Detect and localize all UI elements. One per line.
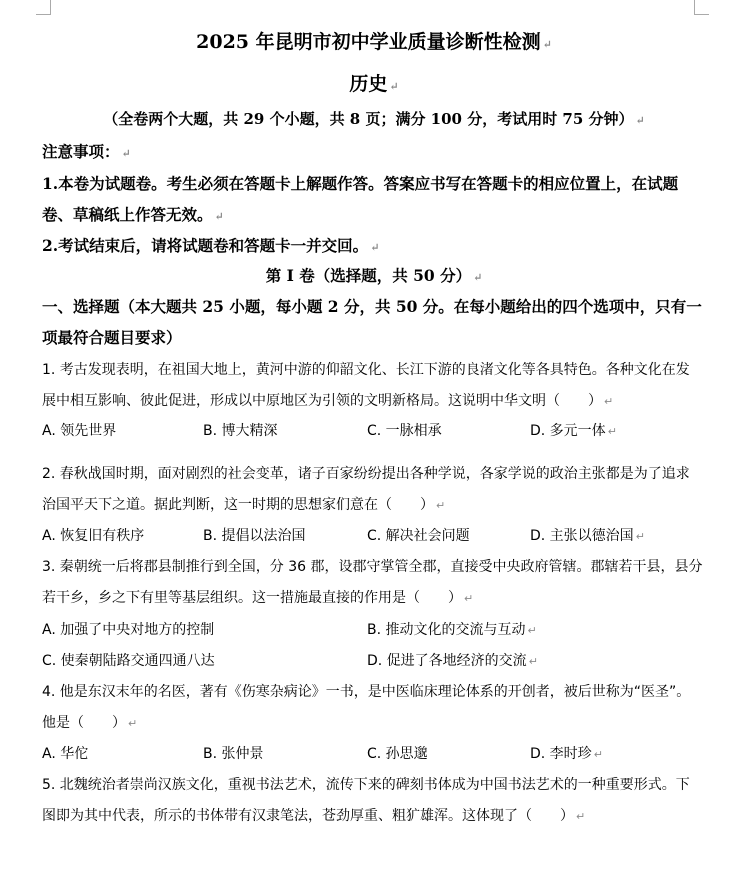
notice-item-1-text-cont: 卷、草稿纸上作答无效。 [42, 205, 213, 224]
question-3-text-cont: 若干乡，乡之下有里等基层组织。这一措施最直接的作用是（ ） [42, 590, 462, 606]
exam-title-text: 2025 年昆明市初中学业质量诊断性检测 [196, 31, 541, 53]
question-3-line-1 [42, 556, 706, 576]
question-1-option-a: A. 领先世界 [42, 423, 117, 439]
question-1-text-cont: 展中相互影响、彼此促进，形成以中原地区为引领的文明新格局。这说明中华文明（ ） [42, 393, 602, 409]
question-3-line-2 [42, 587, 706, 607]
question-1-line-2 [42, 390, 706, 410]
section-heading-text-cont: 项最符合题目要求） [42, 328, 182, 347]
section-heading-line-2 [42, 326, 706, 348]
question-2-text: 2. 春秋战国时期，面对剧烈的社会变革，诸子百家纷纷提出各种学说，各家学说的政治主张都是为了追求 [42, 466, 690, 482]
exam-info [0, 108, 748, 129]
question-3-option-c: C. 使秦朝陆路交通四通八达 [42, 653, 215, 669]
notice-item-1-text: 1.本卷为试题卷。考生必须在答题卡上解题作答。答案应书写在答题卡的相应位置上，在试题 [42, 174, 679, 193]
question-1-option-d [530, 420, 617, 440]
question-1-line-1 [42, 359, 706, 379]
question-1-text: 1. 考古发现表明，在祖国大地上，黄河中游的仰韶文化、长江下游的良渚文化等各具特色。各种文化在发 [42, 362, 690, 378]
notice-item-2-text: 2.考试结束后，请将试题卷和答题卡一并交回。 [42, 236, 369, 255]
notice-item-1-line-2 [42, 203, 706, 225]
paragraph-mark: ↵ [576, 810, 586, 823]
question-2-option-a: A. 恢复旧有秩序 [42, 528, 145, 544]
notice-heading-text: 注意事项： [42, 142, 120, 161]
question-1-option-d-text: D. 多元一体 [530, 423, 606, 439]
exam-info-text: （全卷两个大题，共 29 个小题，共 8 页；满分 100 分，考试用时 75 分钟） [103, 110, 634, 128]
paragraph-mark: ↵ [464, 592, 474, 605]
crop-mark-right [694, 0, 709, 15]
paragraph-mark: ↵ [370, 241, 380, 254]
question-4-option-d [530, 743, 603, 763]
question-4-line-2 [42, 712, 706, 732]
question-3-option-b-text: B. 推动文化的交流与互动 [367, 622, 526, 638]
question-3-option-b [367, 619, 537, 639]
paragraph-mark: ↵ [635, 530, 645, 543]
part-1-title-text: 第 Ⅰ 卷（选择题，共 50 分） [265, 266, 472, 285]
question-4-line-1 [42, 681, 706, 701]
question-3-option-d [367, 650, 538, 670]
question-1-option-b: B. 博大精深 [203, 423, 278, 439]
notice-item-2 [42, 234, 706, 256]
question-5-text-cont: 图即为其中代表，所示的书体带有汉隶笔法，苍劲厚重、粗犷雄浑。这体现了（ ） [42, 808, 574, 824]
part-1-title [0, 264, 748, 286]
subject-title [0, 69, 748, 96]
paragraph-mark: ↵ [604, 395, 614, 408]
section-heading-line-1 [42, 295, 706, 317]
paragraph-mark: ↵ [527, 624, 537, 637]
notice-item-1-line-1 [42, 172, 706, 194]
question-4-option-c: C. 孙思邈 [367, 746, 428, 762]
question-3-option-d-text: D. 促进了各地经济的交流 [367, 653, 527, 669]
question-3-text: 3. 秦朝统一后将郡县制推行到全国，分 36 郡，设郡守掌管全郡，直接受中央政府管辖。郡辖若干县，县分 [42, 559, 703, 575]
paragraph-mark: ↵ [214, 210, 224, 223]
question-4-option-a: A. 华佗 [42, 746, 89, 762]
question-5-text: 5. 北魏统治者崇尚汉族文化，重视书法艺术，流传下来的碑刻书体成为中国书法艺术的一种重要形式。下 [42, 777, 690, 793]
paragraph-mark: ↵ [635, 114, 645, 127]
question-1-option-c: C. 一脉相承 [367, 423, 442, 439]
question-4-option-b: B. 张仲景 [203, 746, 264, 762]
paragraph-mark: ↵ [593, 748, 603, 761]
subject-text: 历史 [349, 73, 388, 95]
exam-title [0, 27, 748, 54]
question-2-text-cont: 治国平天下之道。据此判断，这一时期的思想家们意在（ ） [42, 497, 434, 513]
paragraph-mark: ↵ [542, 38, 552, 51]
paragraph-mark: ↵ [389, 80, 399, 93]
paragraph-mark: ↵ [436, 499, 446, 512]
question-5-line-1 [42, 774, 706, 794]
section-heading-text: 一、选择题（本大题共 25 小题，每小题 2 分，共 50 分。在每小题给出的四个选项中，只有一 [42, 297, 702, 316]
question-2-line-1 [42, 463, 706, 483]
question-4-option-d-text: D. 李时珍 [530, 746, 592, 762]
question-4-text-cont: 他是（ ） [42, 715, 126, 731]
paragraph-mark: ↵ [607, 425, 617, 438]
question-4-text: 4. 他是东汉末年的名医，著有《伤寒杂病论》一书，是中医临床理论体系的开创者，被后世称为“医圣”。 [42, 684, 691, 700]
question-3-option-a: A. 加强了中央对地方的控制 [42, 622, 215, 638]
paragraph-mark: ↵ [128, 717, 138, 730]
question-5-line-2 [42, 805, 706, 825]
question-2-option-b: B. 提倡以法治国 [203, 528, 306, 544]
question-2-option-d [530, 525, 645, 545]
question-2-option-c: C. 解决社会问题 [367, 528, 470, 544]
notice-heading [42, 140, 706, 162]
paragraph-mark: ↵ [528, 655, 538, 668]
question-2-line-2 [42, 494, 706, 514]
paragraph-mark: ↵ [121, 147, 131, 160]
crop-mark-left [36, 0, 51, 15]
paragraph-mark: ↵ [473, 271, 483, 284]
question-2-option-d-text: D. 主张以德治国 [530, 528, 634, 544]
